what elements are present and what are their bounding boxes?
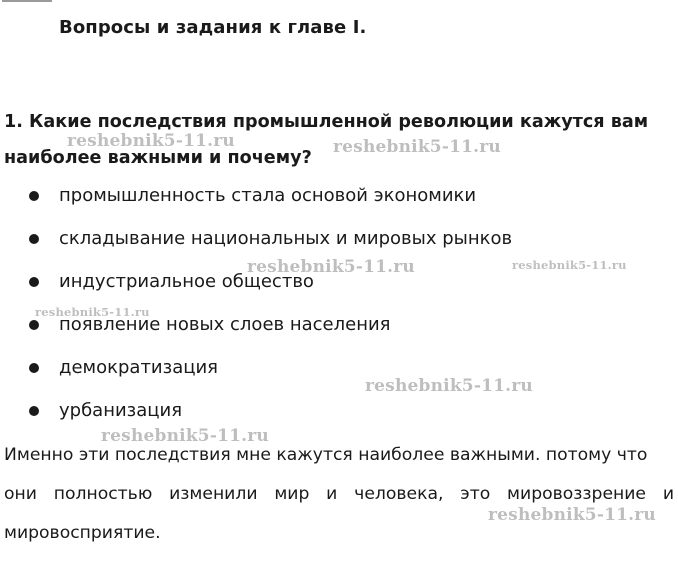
watermark: reshebnik5-11.ru xyxy=(365,376,533,396)
watermark: reshebnik5-11.ru xyxy=(247,257,415,277)
chapter-heading: Вопросы и задания к главе I. xyxy=(59,17,367,38)
watermark: reshebnik5-11.ru xyxy=(67,131,235,151)
bullet-icon xyxy=(29,277,39,287)
list-item-text: демократизация xyxy=(59,357,219,378)
question-line-1: 1. Какие последствия промышленной революции кажутся вам xyxy=(4,112,649,132)
bullet-icon xyxy=(29,191,39,201)
watermark: reshebnik5-11.ru xyxy=(488,505,656,525)
list-item-text: промышленность стала основой экономики xyxy=(59,185,477,206)
list-item xyxy=(0,178,512,221)
answer-line-3: мировосприятие. xyxy=(4,523,161,543)
watermark: reshebnik5-11.ru xyxy=(35,305,150,319)
answer-line-1: Именно эти последствия мне кажутся наиболее важными. потому что xyxy=(4,445,648,465)
watermark: reshebnik5-11.ru xyxy=(101,426,269,446)
bullet-icon xyxy=(29,406,39,416)
bullet-icon xyxy=(29,234,39,244)
list-item-text: складывание национальных и мировых рынков xyxy=(59,228,513,249)
watermark: reshebnik5-11.ru xyxy=(512,258,627,272)
list-item-text: появление новых слоев населения xyxy=(59,314,391,335)
bullet-icon xyxy=(29,320,39,330)
answer-block xyxy=(4,436,678,553)
bullet-icon xyxy=(29,363,39,373)
list-item-text: урбанизация xyxy=(59,400,183,421)
list-item-text: индустриальное общество xyxy=(59,271,314,292)
answer-line-2: они полностью изменили мир и человека, это мировоззрение и xyxy=(4,484,674,504)
watermark: reshebnik5-11.ru xyxy=(333,137,501,157)
top-divider xyxy=(2,0,52,2)
question-line-2: наиболее важными и почему? xyxy=(4,148,312,168)
